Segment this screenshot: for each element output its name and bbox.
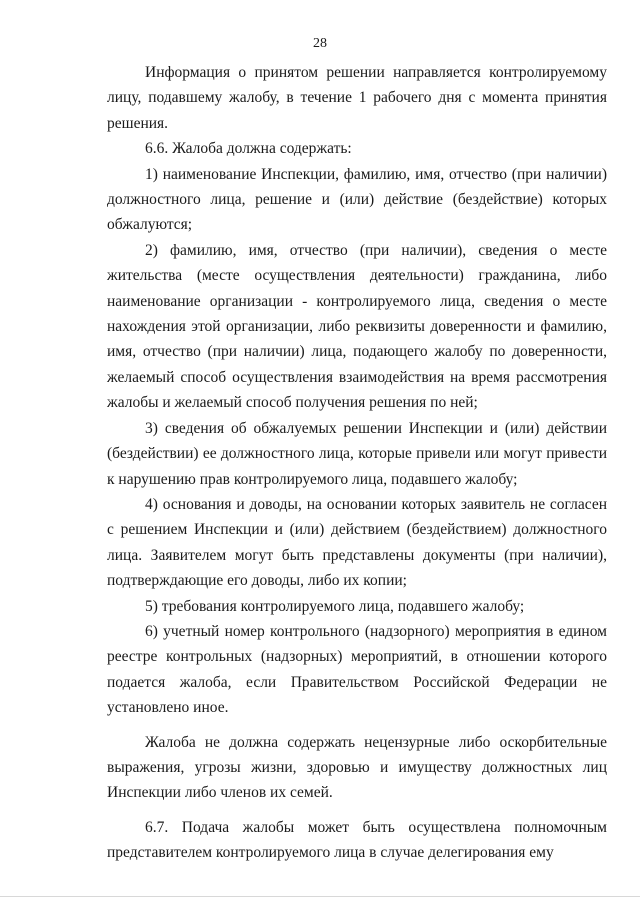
document-body bbox=[107, 60, 607, 866]
paragraph-6-6-heading: 6.6. Жалоба должна содержать: bbox=[145, 140, 352, 158]
paragraph-6-6-item-1: 1) наименование Инспекции, фамилию, имя, отчество (при наличии) должностного лица, решение и (или) действие (бездействие) которых обжалуются; bbox=[107, 165, 607, 234]
paragraph-6-6-item-2: 2) фамилию, имя, отчество (при наличии), сведения о месте жительства (месте осуществления деятельности) гражданина, либо наименование организации - контролируемого лица, сведения о месте нахождения этой организации, либо реквизиты доверенности и фамилию, имя, отчество (при наличии) лица, подающего жалобу по доверенности, желаемый способ осуществления взаимодействия на время рассмотрения жалобы и желаемый способ получения решения по ней; bbox=[107, 241, 607, 412]
paragraph-decision-info: Информация о принятом решении направляется контролируемому лицу, подавшему жалобу, в течение 1 рабочего дня с момента принятия решения. bbox=[107, 64, 607, 132]
paragraph-6-7: 6.7. Подача жалобы может быть осуществлена полномочным представителем контролируемого лица в случае делегирования ему bbox=[107, 818, 607, 862]
paragraph-6-6-item-6: 6) учетный номер контрольного (надзорного) мероприятия в едином реестре контрольных (надзорных) мероприятий, в отношении которого подается жалоба, если Правительством Российской Федерации не установлено иное. bbox=[107, 622, 607, 717]
paragraph-6-6-item-3: 3) сведения об обжалуемых решении Инспекции и (или) действии (бездействии) ее должностного лица, которые привели или могут привести к нарушению прав контролируемого лица, подавшего жалобу; bbox=[107, 419, 607, 488]
paragraph-complaint-restrictions: Жалоба не должна содержать нецензурные либо оскорбительные выражения, угрозы жизни, здоровью и имуществу должностных лиц Инспекции либо членов их семей. bbox=[107, 733, 607, 802]
bottom-divider bbox=[0, 896, 640, 897]
paragraph-6-6-item-5: 5) требования контролируемого лица, подавшего жалобу; bbox=[145, 597, 525, 615]
paragraph-6-6-item-4: 4) основания и доводы, на основании которых заявитель не согласен с решением Инспекции и (или) действием (бездействием) должностного лица. Заявителем могут быть представлены документы (при наличии), подтверждающие его доводы, либо их копии; bbox=[107, 495, 607, 590]
page-number: 28 bbox=[313, 36, 327, 51]
